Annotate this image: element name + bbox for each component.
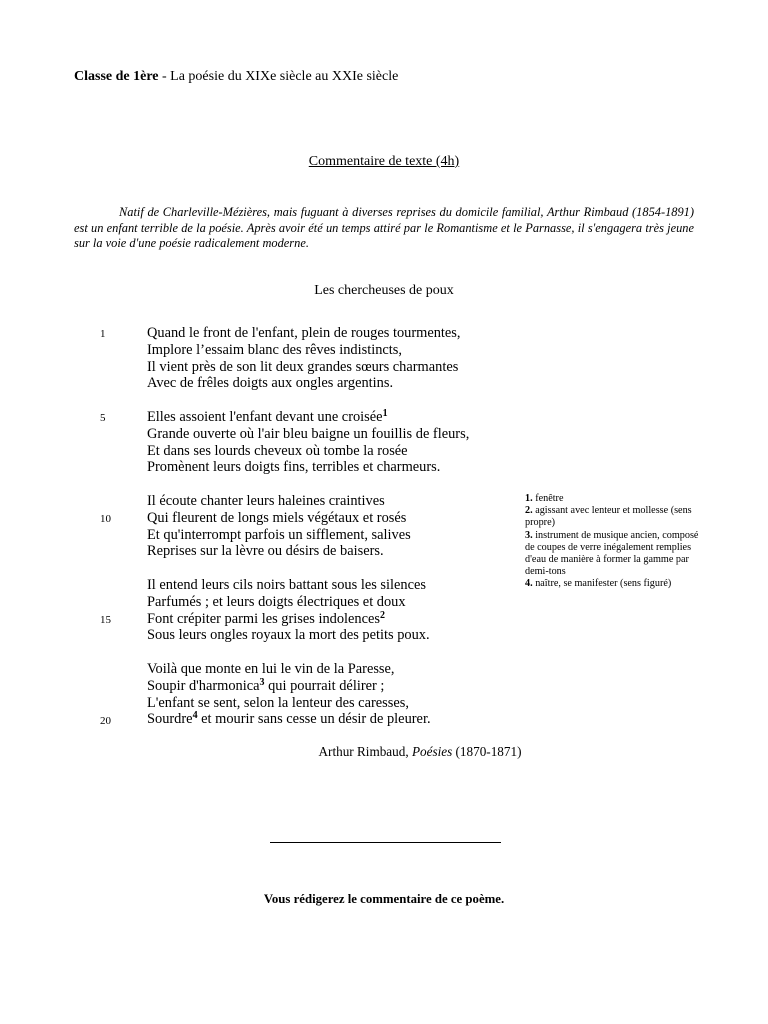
line-number: 10	[100, 513, 111, 525]
verse-line: Il écoute chanter leurs haleines craintives	[147, 493, 385, 509]
intro-paragraph: Natif de Charleville-Mézières, mais fuguant à diverses reprises du domicile familial, Arthur Rimbaud (1854-1891) est un enfant terrible de la poésie. Après avoir été un temps attiré par le Romantisme et le Parnasse, il s'engagera très jeune sur la voie d'une poésie radicalement moderne.	[74, 205, 694, 250]
work-title: Poésies	[411, 744, 453, 759]
verse-line: Soupir d'harmonica$^3$ qui pourrait délirer ;	[147, 676, 385, 694]
verse-line: Parfumés ; et leurs doigts électriques et doux	[147, 593, 406, 610]
footnote: 2. agissant avec lenteur et mollesse (sens propre)	[525, 505, 692, 529]
verse-line: Voilà que monte en lui le vin de la Paresse,	[147, 661, 395, 677]
poem-title: Les chercheuses de poux	[314, 283, 454, 298]
verse-line: Il vient près de son lit deux grandes sœurs charmantes	[147, 358, 459, 375]
verse-line: Et dans ses lourds cheveux où tombe la rosée	[147, 442, 408, 459]
class-label: Classe de 1ère	[74, 69, 159, 84]
verse-line: Implore l’essaim blanc des rêves indistincts,	[147, 341, 402, 358]
poem-attribution: Arthur Rimbaud, Poésies (1870-1871)	[318, 744, 522, 759]
verse-line: Elles assoient l'enfant devant une croisée$^1$	[147, 408, 388, 425]
verse-line: Avec de frêles doigts aux ongles argentins.	[147, 375, 394, 392]
footnote-ref-3: 3	[259, 676, 265, 688]
footnote-ref-1: 1	[382, 408, 388, 419]
line-number: 20	[100, 715, 111, 727]
verse-line: Font crépiter parmi les grises indolences$^2$	[147, 609, 385, 627]
verse-line: Sous leurs ongles royaux la mort des petits poux.	[147, 627, 430, 644]
verse-line: Reprises sur la lèvre ou désirs de baisers.	[147, 543, 384, 560]
footnote-ref-4: 4	[192, 710, 198, 722]
footnotes	[525, 493, 705, 591]
stanza-1	[147, 325, 461, 392]
separator-line	[270, 842, 501, 843]
line-number: 15	[100, 614, 111, 626]
footnote: 3. instrument de musique ancien, composé de coupes de verre inégalement remplies d'eau de manière à former la gamme par demi-tons	[525, 529, 699, 578]
verse-line: Quand le front de l'enfant, plein de rouges tourmentes,	[147, 325, 461, 341]
verse-line: L'enfant se sent, selon la lenteur des caresses,	[147, 694, 409, 711]
assignment-title: Commentaire de texte (4h)	[308, 154, 460, 169]
course-header	[74, 69, 398, 85]
assignment-instruction: Vous rédigerez le commentaire de ce poème.	[263, 892, 505, 906]
stanza-3	[147, 493, 411, 560]
footnote-ref-2: 2	[379, 609, 385, 621]
verse-line: Sourdre$^4$ et mourir sans cesse un désir de pleurer.	[147, 710, 431, 728]
verse-line: Grande ouverte où l'air bleu baigne un fouillis de fleurs,	[147, 425, 470, 442]
course-subject: - La poésie du XIXe siècle au XXIe siècle	[158, 69, 399, 84]
verse-line: Qui fleurent de longs miels végétaux et rosés	[147, 509, 407, 526]
stanza-5	[147, 661, 431, 728]
verse-line: Et qu'interrompt parfois un sifflement, salives	[147, 526, 411, 543]
footnote: 4. naître, se manifester (sens figuré)	[525, 578, 672, 590]
stanza-4	[147, 577, 430, 644]
line-number: 1	[100, 328, 106, 340]
stanza-2	[147, 409, 469, 476]
line-number: 5	[100, 412, 106, 424]
verse-line: Il entend leurs cils noirs battant sous les silences	[147, 577, 426, 593]
footnote: 1. fenêtre	[525, 493, 564, 504]
verse-line: Promènent leurs doigts fins, terribles et charmeurs.	[147, 459, 441, 476]
